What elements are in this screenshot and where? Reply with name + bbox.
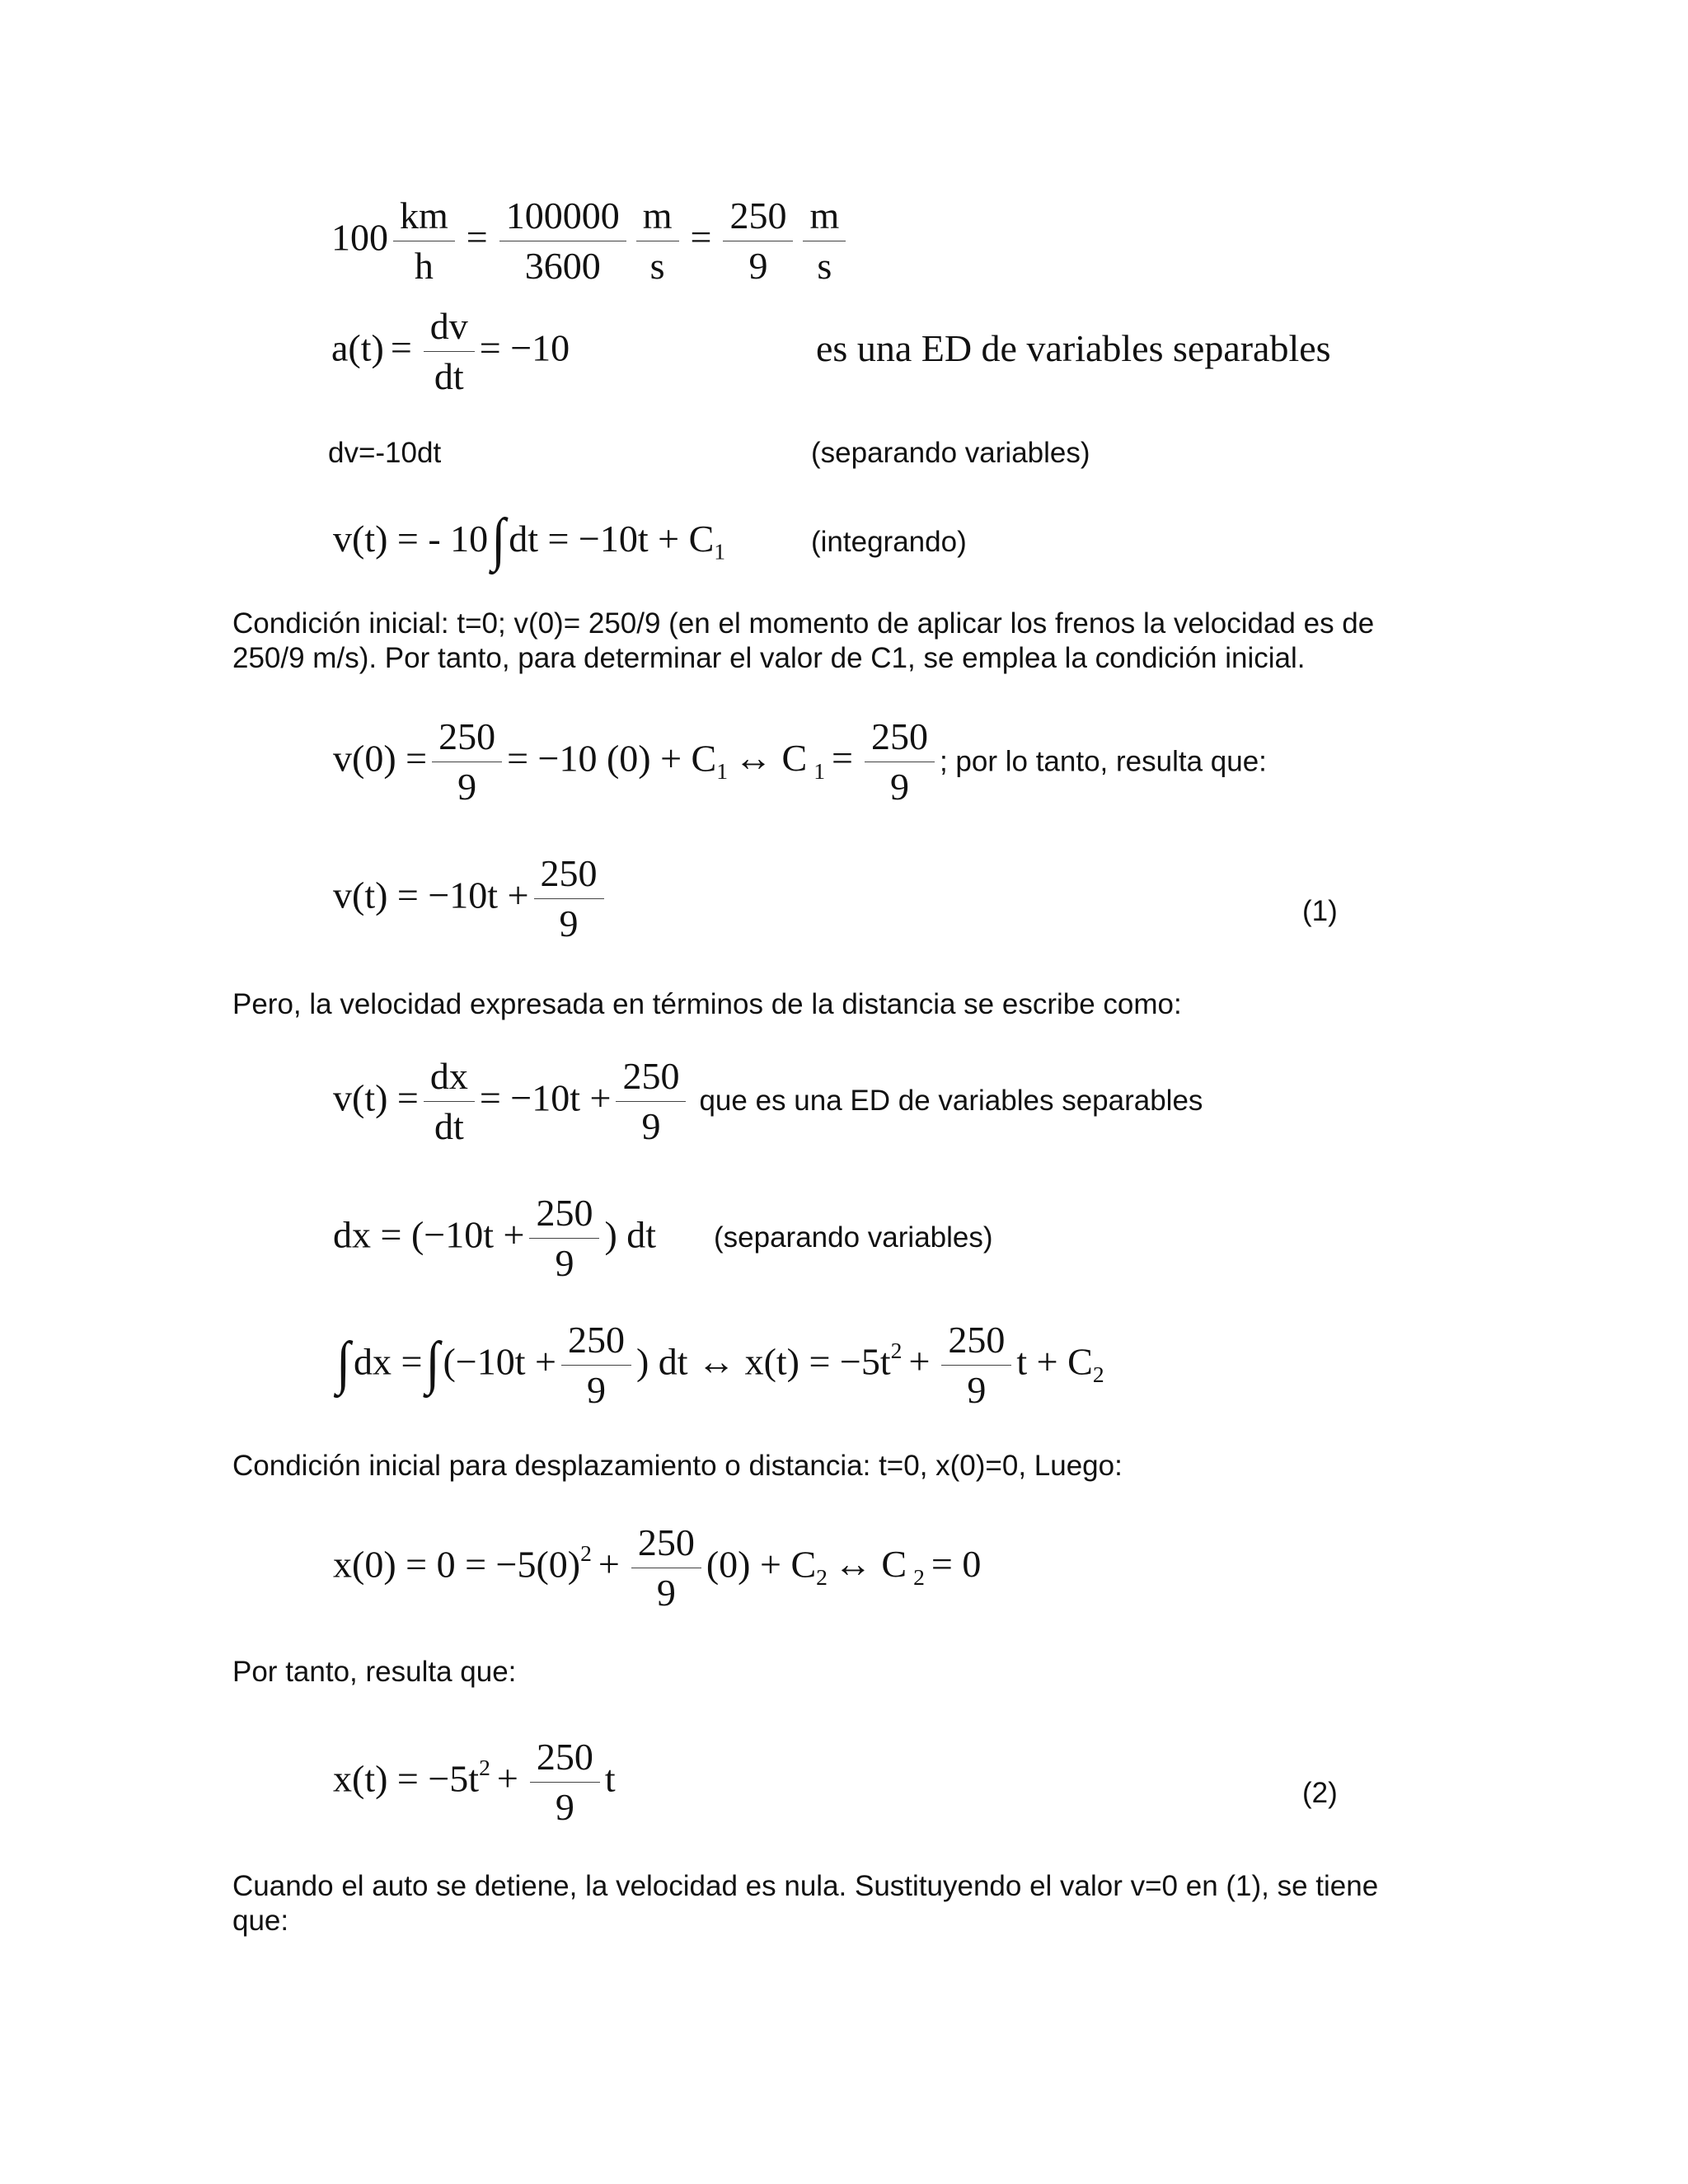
numerator: m	[636, 196, 679, 241]
paragraph-therefore: Por tanto, resulta que:	[232, 1656, 517, 1688]
equation-dxdt	[333, 1057, 1203, 1147]
numerator: 250	[432, 717, 502, 762]
numerator: 250	[865, 717, 935, 762]
denominator: 9	[457, 766, 477, 808]
eq-lhs: v(0) =	[333, 737, 428, 780]
numerator: 250	[530, 1737, 600, 1783]
equals: =	[390, 326, 412, 369]
numerator: dv	[424, 307, 475, 352]
denominator: 9	[555, 1786, 574, 1829]
numerator: 250	[723, 196, 793, 241]
eq-mid: = −10 (0) + C	[507, 737, 717, 780]
equation-x0	[333, 1523, 987, 1614]
fraction	[424, 307, 475, 397]
fraction	[534, 854, 604, 944]
eq-lhs: a(t)	[331, 326, 384, 369]
fraction	[561, 1320, 631, 1411]
equation-velocity-integral	[333, 507, 726, 573]
eq-part: dx =	[354, 1340, 423, 1383]
subscript: 1	[714, 538, 726, 565]
equation-tag-2: (2)	[1302, 1777, 1338, 1809]
fraction	[530, 1737, 600, 1828]
eq-number: 100	[331, 216, 388, 259]
subscript: 2	[913, 1564, 925, 1591]
denominator: 9	[555, 1242, 574, 1285]
eq-part: t	[604, 1757, 616, 1800]
iff-operator: ↔ C	[833, 1543, 907, 1586]
equals: =	[690, 216, 712, 259]
denominator: s	[817, 245, 832, 288]
eq-rhs: dt = −10t + C	[509, 517, 715, 560]
fraction	[529, 1193, 599, 1284]
denominator: h	[414, 245, 434, 288]
equation-position-final	[333, 1737, 616, 1828]
paragraph-car-stops: Cuando el auto se detiene, la velocidad es nula. Sustituyendo el valor v=0 en (1), se tiene que:	[232, 1870, 1379, 1937]
equals: =	[466, 216, 488, 259]
eq-lhs: v(t) = −10t +	[333, 874, 529, 916]
equation-acceleration	[331, 307, 570, 397]
numerator: m	[803, 196, 846, 241]
denominator: 9	[559, 902, 579, 945]
eq-part: = 0	[931, 1543, 982, 1586]
fraction	[631, 1523, 701, 1614]
numerator: 250	[616, 1057, 686, 1102]
paragraph-initial-condition-position: Condición inicial para desplazamiento o distancia: t=0, x(0)=0, Luego:	[232, 1450, 1123, 1482]
denominator: dt	[434, 355, 464, 398]
eq-part: (0) + C	[706, 1543, 817, 1586]
denominator: 9	[889, 766, 909, 808]
eq-part: x(t) = −5t	[333, 1757, 480, 1800]
equals: =	[832, 737, 853, 780]
separating-note: (separando variables)	[714, 1221, 993, 1254]
equation-velocity-final	[333, 854, 609, 944]
numerator: 250	[529, 1193, 599, 1239]
fraction	[424, 1057, 475, 1147]
superscript: 2	[890, 1338, 903, 1364]
superscript: 2	[580, 1540, 592, 1567]
equation-dx	[333, 1193, 656, 1284]
accel-note: es una ED de variables separables	[816, 327, 1331, 369]
fraction	[723, 196, 793, 287]
fraction	[865, 717, 935, 808]
denominator: 3600	[524, 245, 601, 288]
plus: +	[598, 1543, 620, 1586]
fraction	[432, 717, 502, 808]
paragraph-initial-condition: Condición inicial: t=0; v(0)= 250/9 (en el momento de aplicar los frenos la velocidad es de 250/9 m/s). Por tanto, para determinar el valor de C1, se emplea la condición inicial.	[232, 607, 1375, 674]
equation-v0	[333, 717, 1267, 808]
numerator: 250	[534, 854, 604, 899]
fraction	[393, 196, 455, 287]
step-dv-note: (separando variables)	[811, 437, 1090, 469]
denominator: dt	[434, 1105, 464, 1148]
eq-mid: = −10t +	[479, 1076, 612, 1119]
eq-part: ) dt ↔ x(t) = −5t	[635, 1340, 891, 1383]
iff-operator: ↔ C	[734, 737, 808, 780]
eq-rhs: ) dt	[604, 1213, 657, 1256]
subscript: 2	[816, 1564, 828, 1591]
eq-rhs: = −10	[479, 326, 570, 369]
fraction	[803, 196, 846, 287]
fraction	[499, 196, 626, 287]
numerator: 250	[941, 1320, 1011, 1366]
denominator: 9	[586, 1369, 606, 1412]
numerator: 250	[631, 1523, 701, 1568]
superscript: 2	[479, 1755, 490, 1781]
subscript: 1	[814, 758, 826, 785]
paragraph-velocity-distance: Pero, la velocidad expresada en términos de la distancia se escribe como:	[232, 988, 1182, 1020]
fraction	[941, 1320, 1011, 1411]
eq-lhs: dx = (−10t +	[333, 1213, 525, 1256]
fraction	[636, 196, 679, 287]
integral-icon: ∫	[425, 1330, 440, 1395]
denominator: s	[649, 245, 665, 288]
eq-lhs: v(t) = - 10	[333, 517, 489, 560]
fraction	[616, 1057, 686, 1147]
equation-position-integral	[333, 1320, 1104, 1411]
numerator: 250	[561, 1320, 631, 1366]
denominator: 9	[641, 1105, 661, 1148]
eq-lhs: v(t) =	[333, 1076, 419, 1119]
eq-part: t + C	[1016, 1340, 1093, 1383]
step-dv-equation: dv=-10dt	[328, 437, 442, 469]
eq-part: x(0) = 0 = −5(0)	[333, 1543, 581, 1586]
denominator: 9	[748, 245, 768, 288]
denominator: 9	[656, 1572, 676, 1615]
integral-icon: ∫	[491, 507, 506, 573]
eq-part: (−10t +	[443, 1340, 556, 1383]
numerator: dx	[424, 1057, 475, 1102]
plus: +	[908, 1340, 931, 1383]
equation-tag-1: (1)	[1302, 895, 1338, 927]
equation-unit-conversion	[331, 196, 851, 287]
denominator: 9	[967, 1369, 987, 1412]
numerator: 100000	[499, 196, 626, 241]
integrating-note: (integrando)	[811, 526, 967, 558]
plus: +	[496, 1757, 518, 1800]
eq-tail-text: ; por lo tanto, resulta que:	[939, 745, 1267, 778]
numerator: km	[393, 196, 455, 241]
subscript: 1	[716, 758, 729, 785]
integral-icon: ∫	[336, 1330, 351, 1395]
eq-note: que es una ED de variables separables	[699, 1085, 1203, 1118]
subscript: 2	[1092, 1361, 1104, 1388]
